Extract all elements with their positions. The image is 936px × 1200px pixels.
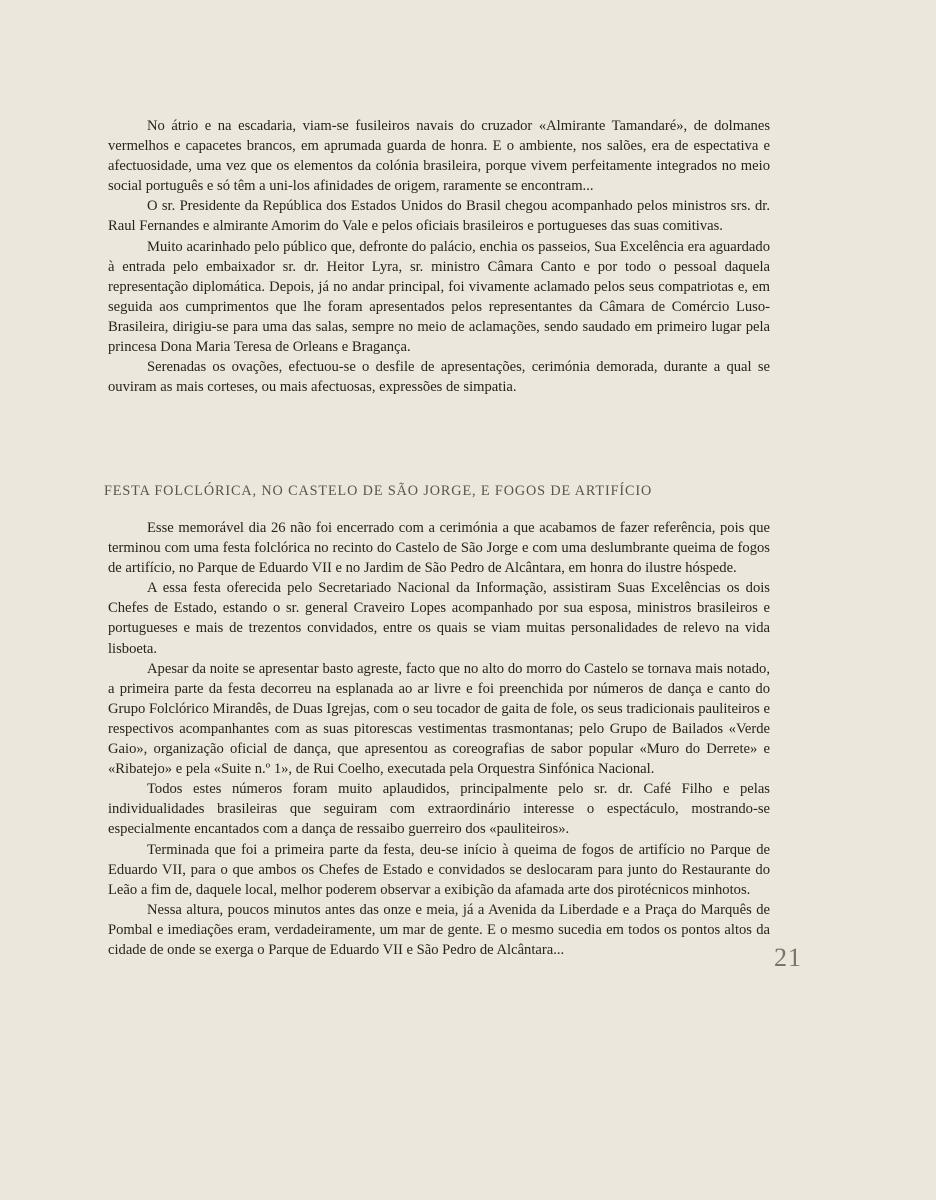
section-heading: FESTA FOLCLÓRICA, NO CASTELO DE SÃO JORGE, E FOGOS DE ARTIFÍCIO bbox=[104, 483, 653, 499]
text-block-festa bbox=[108, 518, 770, 960]
paragraph: No átrio e na escadaria, viam-se fusileiros navais do cruzador «Almirante Tamandaré», de dolmanes vermelhos e capacetes brancos, em aprumada guarda de honra. E o ambiente, nos salões, era de espectativa e afectuosidade, uma vez que os elementos da colónia brasileira, porque vivem perfeitamente integrados no meio social português e só têm a uni-los afinidades de origem, raramente se encontram... bbox=[108, 118, 770, 195]
paragraph: O sr. Presidente da República dos Estados Unidos do Brasil chegou acompanhado pelos ministros srs. dr. Raul Fernandes e almirante Amorim do Vale e pelos oficiais brasileiros e portugueses das suas comitivas. bbox=[108, 198, 770, 235]
paragraph: Muito acarinhado pelo público que, defronte do palácio, enchia os passeios, Sua Excelência era aguardado à entrada pelo embaixador sr. dr. Heitor Lyra, sr. ministro Câmara Canto e por todo o pessoal daquela representação diplomática. Depois, já no andar principal, foi vivamente aclamado pelos seus compatriotas e, em seguida aos cumprimentos que lhe foram apresentados pelos representantes da Câmara de Comércio Luso-Brasileira, dirigiu-se para uma das salas, sempre no meio de aclamações, sendo saudado em primeiro lugar pela princesa Dona Maria Teresa de Orleans e Bragança. bbox=[108, 238, 770, 356]
paragraph: Apesar da noite se apresentar basto agreste, facto que no alto do morro do Castelo se tornava mais notado, a primeira parte da festa decorreu na esplanada ao ar livre e foi preenchida por números de dança e canto do Grupo Folclórico Mirandês, de Duas Igrejas, com o seu tocador de gaita de fole, os seus tradicionais pauliteiros e respectivos acompanhantes com as suas pitorescas vestimentas trasmontanas; pelo Grupo de Bailados «Verde Gaio», organização oficial de dança, que apresentou as coreografias de sabor popular «Muro do Derrete» e «Ribatejo» e pela «Suite n.º 1», de Rui Coelho, executada pela Orquestra Sinfónica Nacional. bbox=[108, 660, 770, 778]
paragraph: Todos estes números foram muito aplaudidos, principalmente pelo sr. dr. Café Filho e pelas individualidades brasileiras que seguiram com extraordinário interesse o espectáculo, mostrando-se especialmente encantados com a dança de ressaibo guerreiro dos «pauliteiros». bbox=[108, 781, 770, 838]
text-block-reception bbox=[108, 116, 770, 397]
paragraph: Serenadas os ovações, efectuou-se o desfile de apresentações, cerimónia demorada, durante a qual se ouviram as mais corteses, ou mais afectuosas, expressões de simpatia. bbox=[108, 359, 770, 396]
paragraph: Esse memorável dia 26 não foi encerrado com a cerimónia a que acabamos de fazer referência, pois que terminou com uma festa folclórica no recinto do Castelo de São Jorge e com uma deslumbrante queima de fogos de artifício, no Parque de Eduardo VII e no Jardim de São Pedro de Alcântara, em honra do ilustre hóspede. bbox=[108, 520, 770, 577]
page-number: 21 bbox=[774, 943, 802, 972]
paragraph: A essa festa oferecida pelo Secretariado Nacional da Informação, assistiram Suas Excelências os dois Chefes de Estado, estando o sr. general Craveiro Lopes acompanhado por sua esposa, ministros brasileiros e portugueses e mais de trezentos convidados, entre os quais se viam muitas personalidades de relevo na vida lisboeta. bbox=[108, 580, 770, 657]
paragraph: Terminada que foi a primeira parte da festa, deu-se início à queima de fogos de artifício no Parque de Eduardo VII, para o que ambos os Chefes de Estado e convidados se deslocaram para junto do Restaurante do Leão a fim de, daquele local, melhor poderem observar a exibição da afamada arte dos pirotécnicos minhotos. bbox=[108, 841, 770, 898]
paragraph: Nessa altura, poucos minutos antes das onze e meia, já a Avenida da Liberdade e a Praça do Marquês de Pombal e imediações eram, verdadeiramente, um mar de gente. E o mesmo sucedia em todos os pontos altos da cidade de onde se exerga o Parque de Eduardo VII e São Pedro de Alcântara... bbox=[108, 901, 770, 958]
